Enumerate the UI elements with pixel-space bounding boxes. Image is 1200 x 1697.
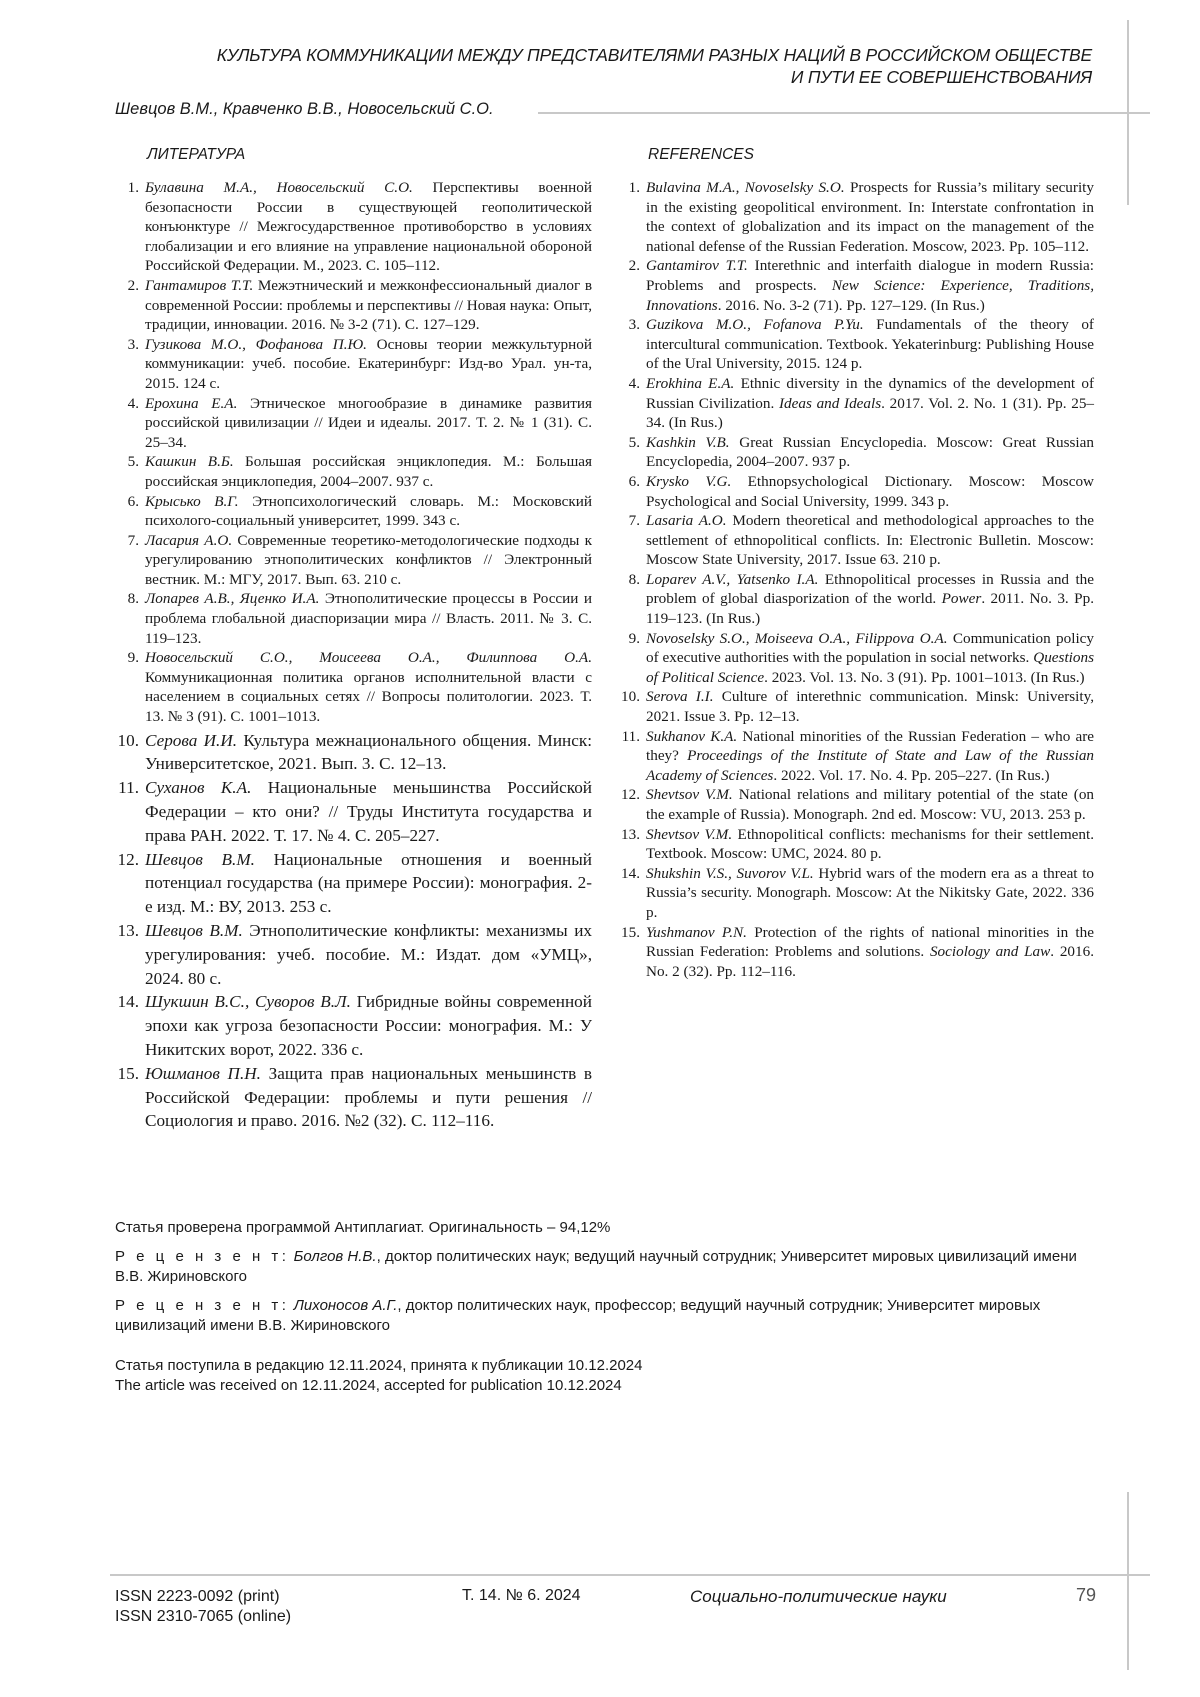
reference-text-tail: . 2017. Vol. 2. No. 1 (31). Pp. 25–34. (In Rus.): [646, 394, 1095, 432]
reference-author: Лопарев А.В., Яценко И.А.: [145, 590, 320, 608]
reference-number: 2.: [628, 257, 640, 275]
reference-text: Национальные отношения и военный потенциал государства (на примере России): монография. 2-е изд. М.: ВУ, 2013. 253 с.: [145, 849, 592, 917]
authors-rule: [538, 112, 1150, 114]
reviewer-2-name: Лихоносов А.Г.: [293, 1297, 398, 1314]
reference-text-tail: . 2016. No. 3-2 (71). Pp. 127–129. (In Rus.): [717, 296, 985, 314]
article-notes: [115, 1218, 1105, 1405]
reference-journal: Sociology and Law: [929, 943, 1051, 961]
reference-author: Gantamirov T.T.: [646, 257, 748, 275]
reference-item: [117, 848, 592, 919]
reference-author: Крысько В.Г.: [145, 492, 239, 510]
reference-number: 14.: [621, 864, 640, 882]
reference-text: Культура межнационального общения. Минск: Университетское, 2021. Вып. 3. С. 12–13.: [145, 730, 592, 774]
reference-number: 8.: [127, 590, 139, 608]
reference-item: [618, 785, 1094, 824]
reference-journal: Power: [941, 590, 982, 608]
antiplagiat-note: Статья проверена программой Антиплагиат. Оригинальность – 94,12%: [115, 1219, 611, 1236]
reference-journal: Questions of Political Science: [646, 649, 1094, 686]
reference-text: Ethnopolitical conflicts: mechanisms for their settlement. Textbook. Moscow: UMC, 2024. 80 p.: [646, 825, 1094, 863]
reference-text: Great Russian Encyclopedia. Moscow: Great Russian Encyclopedia, 2004–2007. 937 p.: [646, 433, 1094, 471]
reference-item: [117, 492, 592, 531]
reference-text-tail: . 2016. No. 2 (32). Pp. 112–116.: [646, 943, 1095, 980]
reference-text: Protection of the rights of national minorities in the Russian Federation: Problems and solutions.: [646, 923, 1094, 961]
reference-text: Ethnopolitical processes in Russia and the problem of global diasporization of the world.: [646, 570, 1095, 608]
reference-author: Суханов К.А.: [145, 778, 252, 798]
reference-author: Серова И.И.: [145, 730, 238, 750]
literatura-list-continued: [117, 729, 592, 1134]
page-number: 79: [1076, 1585, 1097, 1605]
running-title-line-1: КУЛЬТУРА КОММУНИКАЦИИ МЕЖДУ ПРЕДСТАВИТЕЛЯМИ РАЗНЫХ НАЦИЙ В РОССИЙСКОМ ОБЩЕСТВЕ: [216, 45, 1092, 65]
reference-author: Ласария А.О.: [145, 531, 233, 549]
reference-text: Этнополитические процессы в России и проблема глобальной диаспоризации мира // Власть. 2011. № 3. С. 119–123.: [145, 590, 592, 647]
reference-text: Modern theoretical and methodological approaches to the settlement of ethnopolitical conflicts. In: Electronic Bulletin. Moscow: Moscow State University, 2017. Issue 63. 210 p.: [646, 512, 1094, 569]
reference-text-tail: . 2011. No. 3. Pp. 119–123. (In Rus.): [646, 590, 1094, 628]
reference-journal: New Science: Experience, Traditions, Innovations: [646, 276, 1094, 314]
reference-number: 7.: [127, 531, 139, 549]
literatura-column: [117, 146, 592, 1133]
reference-author: Новосельский С.О., Моисеева О.А., Филиппова О.А.: [145, 649, 592, 667]
issn-online: ISSN 2310-7065 (online): [115, 1608, 292, 1625]
reference-number: 15.: [117, 1063, 139, 1083]
reference-text: Fundamentals of the theory of intercultural communication. Textbook. Yekaterinburg: Publishing House of the Ural University, 2015. 124 p.: [646, 316, 1094, 373]
reviewer-1-details: , доктор политических наук; ведущий научный сотрудник; Университет мировых цивилизаций имени В.В. Жириновского: [115, 1248, 1077, 1285]
reference-item: [117, 1062, 592, 1133]
reference-number: 14.: [117, 992, 139, 1012]
reference-text: Ethnopsychological Dictionary. Moscow: Moscow Psychological and Social University, 1999. 343 p.: [646, 472, 1094, 510]
reference-author: Guzikova M.O., Fofanova P.Yu.: [646, 316, 864, 334]
reference-item: [618, 374, 1094, 433]
reference-author: Serova I.I.: [646, 688, 714, 706]
reference-number: 13.: [117, 921, 139, 940]
reference-item: [117, 776, 592, 847]
reference-author: Kashkin V.B.: [646, 433, 730, 451]
reference-item: [618, 687, 1094, 726]
reference-author: Шевцов В.М.: [145, 849, 255, 869]
reference-item: [618, 256, 1094, 315]
reference-item: [117, 178, 592, 276]
reference-item: [618, 315, 1094, 374]
reference-number: 3.: [628, 316, 640, 334]
reference-item: [117, 394, 592, 453]
journal-title: Социально-политические науки: [690, 1587, 947, 1606]
issn-block: [115, 1587, 291, 1627]
reference-item: [117, 648, 592, 726]
reference-author: Шевцов В.М.: [145, 921, 243, 940]
reference-author: Shevtsov V.M.: [646, 825, 733, 843]
reference-text: Гибридные войны современной эпохи как угроза безопасности России: монография. М.: У Никитских ворот, 2022. 336 с.: [145, 992, 592, 1059]
reference-item: [618, 629, 1094, 688]
reference-item: [117, 589, 592, 648]
reference-text: Interethnic and interfaith dialogue in modern Russia: Problems and prospects.: [646, 257, 1094, 294]
reference-text-tail: . 2023. Vol. 13. No. 3 (91). Pp. 1001–1013. (In Rus.): [764, 668, 1085, 686]
reference-number: 6.: [628, 472, 640, 490]
reference-item: [618, 727, 1094, 786]
running-title: [132, 44, 1092, 88]
literatura-heading: ЛИТЕРАТУРА: [147, 146, 246, 163]
reference-author: Юшманов П.Н.: [145, 1063, 261, 1083]
reference-journal: Ideas and Ideals: [778, 394, 882, 412]
reference-author: Sukhanov K.A.: [646, 727, 738, 745]
reference-text-tail: . 2022. Vol. 17. No. 4. Pp. 205–227. (In Rus.): [773, 766, 1050, 784]
reference-author: Гантамиров Т.Т.: [145, 276, 254, 294]
reference-item: [618, 570, 1094, 629]
reference-item: [117, 276, 592, 335]
references-column: [618, 146, 1094, 981]
reference-number: 10.: [621, 688, 640, 706]
reference-text: Этнопсихологический словарь. М.: Московский психолого-социальный университет, 1999. 343 с.: [145, 492, 592, 530]
reference-text: Основы теории межкультурной коммуникации: учеб. пособие. Екатеринбург: Изд-во Урал. ун-та, 2015. 124 с.: [145, 335, 592, 392]
reference-text: Ethnic diversity in the dynamics of the development of Russian Civilization.: [646, 374, 1095, 412]
reference-journal: Proceedings of the Institute of State and Law of the Russian Academy of Sciences: [646, 747, 1095, 784]
reference-item: [618, 864, 1094, 923]
reference-author: Булавина М.А., Новосельский С.О.: [145, 179, 413, 196]
reference-author: Loparev A.V., Yatsenko I.A.: [646, 570, 819, 588]
reference-item: [117, 452, 592, 491]
reference-author: Гузикова М.О., Фофанова П.Ю.: [145, 335, 367, 353]
reference-number: 7.: [628, 512, 640, 530]
reference-author: Lasaria A.O.: [646, 512, 727, 530]
reference-item: [618, 472, 1094, 511]
reference-text: Межэтнический и межконфессиональный диалог в современной России: проблемы и перспективы // Новая наука: Опыт, традиции, инновации. 2016. № 3-2 (71). С. 127–129.: [145, 276, 592, 334]
reference-text: Защита прав национальных меньшинств в Российской Федерации: проблемы и пути решения // Социология и право. 2016. №2 (32). С. 112–116.: [145, 1063, 593, 1131]
reference-text: Communication policy of executive authorities with the population in social networks.: [646, 629, 1094, 667]
reference-number: 6.: [127, 492, 139, 510]
reference-number: 11.: [621, 727, 640, 745]
reference-item: [117, 729, 592, 777]
reference-number: 15.: [621, 923, 640, 941]
reference-text: Большая российская энциклопедия. М.: Большая российская энциклопедия, 2004–2007. 937 с.: [145, 453, 592, 490]
reviewer-label: Р е ц е н з е н т:: [115, 1248, 290, 1265]
reference-author: Ерохина Е.А.: [145, 394, 238, 412]
footer-rule: [110, 1574, 1150, 1576]
reference-author: Bulavina M.A., Novoselsky S.O.: [646, 179, 845, 196]
reference-author: Novoselsky S.O., Moiseeva O.A., Filippova O.A.: [646, 629, 948, 647]
literatura-list: [117, 178, 592, 727]
reference-item: [618, 178, 1094, 256]
reference-text: National relations and military potential of the state (on the example of Russia). Monograph. 2nd ed. Moscow: VU, 2013. 253 p.: [646, 786, 1095, 823]
reference-number: 13.: [621, 825, 640, 843]
reference-text: Hybrid wars of the modern era as a threat to Russia’s security. Monograph. Moscow: At the Nikitsky Gate, 2022. 336 p.: [646, 864, 1095, 921]
reference-number: 5.: [628, 433, 640, 451]
reference-item: [618, 825, 1094, 864]
reviewer-2-details: , доктор политических наук, профессор; ведущий научный сотрудник; Университет мировых цивилизаций имени В.В. Жириновского: [115, 1297, 1041, 1334]
reference-number: 8.: [628, 570, 640, 588]
reference-item: [117, 990, 592, 1061]
reference-text: Culture of interethnic communication. Minsk: University, 2021. Issue 3. Pp. 12–13.: [646, 688, 1095, 726]
reviewer-2: [115, 1296, 1105, 1336]
reference-text: Национальные меньшинства Российской Федерации – кто они? // Труды Института государства и права РАН. 2022. Т. 17. № 4. С. 205–227.: [145, 778, 592, 845]
reference-number: 5.: [127, 453, 139, 471]
reference-number: 1.: [127, 179, 139, 196]
reference-number: 9.: [127, 649, 139, 667]
reference-text: Перспективы военной безопасности России в существующей геополитической конъюнктуре // Межгосударственное противоборство в условиях глобализации и его влияние на управление национальной обороной Российской Федерации. М., 2023. С. 105–112.: [145, 179, 592, 275]
running-title-line-2: И ПУТИ ЕЕ СОВЕРШЕНСТВОВАНИЯ: [790, 67, 1092, 87]
reference-number: 12.: [621, 786, 640, 804]
reference-text: Этнополитические конфликты: механизмы их урегулирования: учеб. пособие. М.: Издат. дом «УМЦ», 2024. 80 с.: [145, 921, 592, 988]
reviewer-1: [115, 1247, 1105, 1287]
reference-author: Erokhina E.A.: [646, 374, 735, 392]
reference-item: [117, 531, 592, 590]
authors-line: Шевцов В.М., Кравченко В.В., Новосельский С.О.: [115, 100, 494, 118]
reference-item: [117, 335, 592, 394]
issue-volume: Т. 14. № 6. 2024: [462, 1587, 581, 1604]
reference-text: Современные теоретико-методологические подходы к урегулированию этнополитических конфликтов // Электронный вестник. М.: МГУ, 2017. Вып. 63. 210 с.: [145, 531, 592, 588]
reference-author: Shevtsov V.M.: [646, 786, 733, 804]
reference-number: 4.: [628, 374, 640, 392]
reference-text: Коммуникационная политика органов исполнительной власти с населением в социальных сетях // Вопросы политологии. 2023. Т. 13. № 3 (91). С. 1001–1013.: [145, 668, 592, 726]
reference-number: 1.: [628, 179, 640, 196]
reference-number: 9.: [628, 629, 640, 647]
reference-number: 11.: [118, 778, 139, 798]
reference-number: 4.: [127, 394, 139, 412]
references-heading: REFERENCES: [648, 146, 754, 163]
reference-number: 3.: [127, 335, 139, 353]
decorative-vertical-rule-bottom: [1127, 1492, 1129, 1670]
references-list: [618, 178, 1094, 981]
reference-number: 12.: [117, 849, 139, 869]
reference-item: [618, 433, 1094, 472]
reference-text: National minorities of the Russian Federation – who are they?: [646, 727, 1094, 765]
reviewer-1-name: Болгов Н.В.: [293, 1248, 377, 1265]
received-en: The article was received on 12.11.2024, accepted for publication 10.12.2024: [115, 1377, 622, 1394]
reference-text: Этническое многообразие в динамике развития российской цивилизации // Идеи и идеалы. 2017. Т. 2. № 1 (31). С. 25–34.: [145, 394, 592, 451]
reference-number: 2.: [127, 276, 139, 294]
issn-print: ISSN 2223-0092 (print): [115, 1588, 280, 1605]
reference-author: Yushmanov P.N.: [646, 923, 747, 941]
reference-item: [618, 511, 1094, 570]
reference-item: [117, 919, 592, 990]
reference-number: 10.: [117, 730, 139, 750]
reference-author: Shukshin V.S., Suvorov V.L.: [646, 864, 814, 882]
reference-author: Шукшин В.С., Суворов В.Л.: [145, 992, 351, 1012]
reference-author: Кашкин В.Б.: [145, 453, 234, 471]
reference-text: Prospects for Russia’s military security in the existing geopolitical environment. In: Interstate confrontation in the context of globalization and its impact on the management of the national defense of the Russian Federation. Moscow, 2023. Pp. 105–112.: [646, 179, 1094, 255]
received-ru: Статья поступила в редакцию 12.11.2024, принята к публикации 10.12.2024: [115, 1357, 643, 1374]
reviewer-label: Р е ц е н з е н т:: [115, 1297, 290, 1314]
reference-author: Krysko V.G.: [646, 472, 732, 490]
reference-item: [618, 923, 1094, 982]
